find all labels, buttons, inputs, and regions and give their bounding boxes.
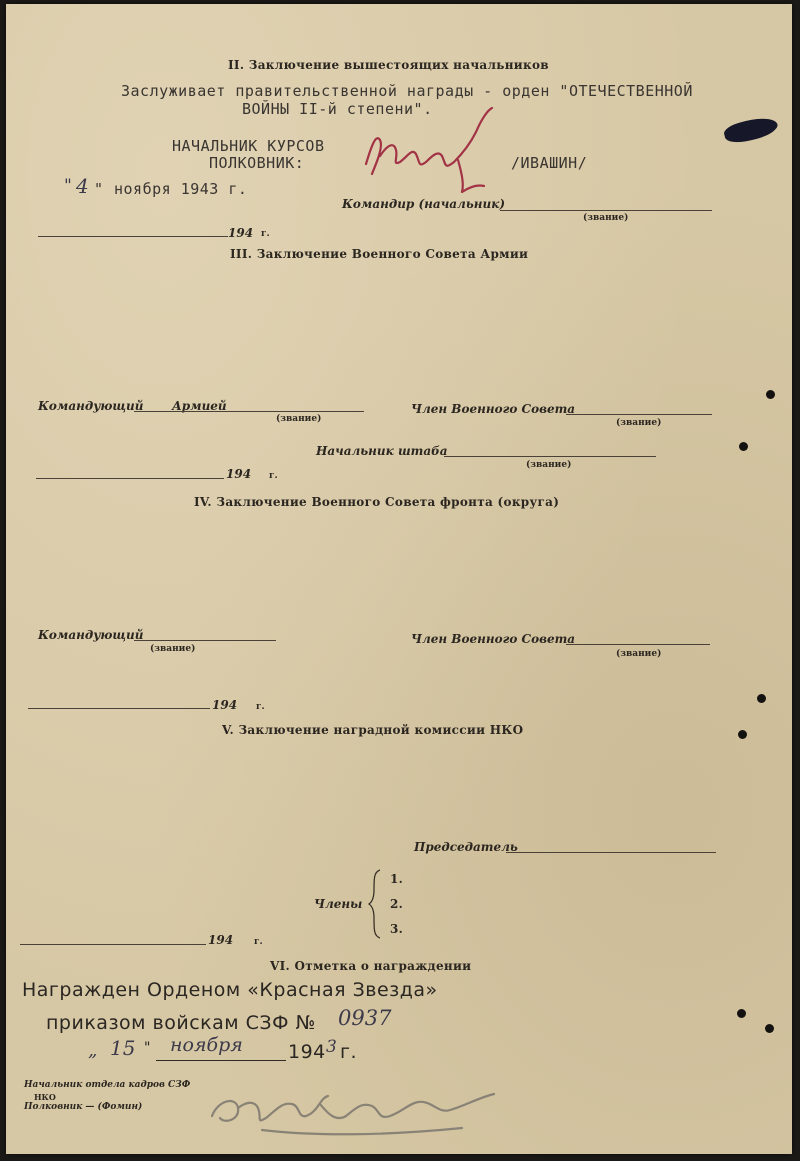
- section2-rank-label: (звание): [583, 213, 629, 223]
- section4-date-line: [28, 708, 210, 709]
- section3-chief-of-staff-label: Начальник штаба: [316, 444, 448, 458]
- section6-stamp-line1: Начальник отдела кадров СЗФ: [24, 1080, 191, 1090]
- section5-member-3: 3.: [390, 922, 404, 936]
- binding-hole: [765, 1024, 774, 1033]
- section4-rank-label-2: (звание): [616, 649, 662, 659]
- section3-blank-date: 194: [226, 467, 252, 481]
- section4-heading: IV. Заключение Военного Совета фронта (округа): [194, 495, 560, 509]
- signature-red-ink: [358, 104, 508, 196]
- section6-order-prefix: приказом войскам СЗФ №: [46, 1012, 316, 1034]
- section3-rank-label-2: (звание): [616, 418, 662, 428]
- section5-blank-date: 194: [208, 933, 234, 947]
- section2-commander-line: [500, 210, 712, 211]
- section3-rank-label-3: (звание): [526, 460, 572, 470]
- section6-date-open-quote: „: [88, 1040, 98, 1061]
- section3-commander-label: Командующий: [38, 399, 144, 413]
- section2-date-open-quote: ": [64, 176, 72, 196]
- section6-month-line: [156, 1060, 286, 1061]
- section6-stamp-line2: НКО: [34, 1092, 56, 1102]
- signature-pencil: [202, 1074, 502, 1150]
- section4-blank-date: 194: [212, 698, 238, 712]
- section2-signer: /ИВАШИН/: [511, 154, 588, 172]
- section4-council-member-label: Член Военного Совета: [411, 632, 576, 646]
- binding-hole: [757, 694, 766, 703]
- section6-date-day: 15: [110, 1036, 136, 1060]
- section6-award-line: Награжден Орденом «Красная Звезда»: [22, 979, 438, 1001]
- award-document-page: [6, 4, 792, 1154]
- section3-council-member-line: [566, 414, 712, 415]
- binding-hole: [737, 1009, 746, 1018]
- section3-chief-of-staff-line: [444, 456, 656, 457]
- section5-member-1: 1.: [390, 872, 404, 886]
- section3-year-suffix: г.: [269, 471, 278, 481]
- binding-hole: [739, 442, 748, 451]
- section2-position-line1: НАЧАЛЬНИК КУРСОВ: [172, 137, 325, 155]
- section4-council-member-line: [566, 644, 710, 645]
- section6-year-suffix: г.: [340, 1041, 358, 1063]
- section6-date-month: ноября: [170, 1034, 243, 1056]
- section5-date-line: [20, 944, 206, 945]
- section2-text-line2: ВОЙНЫ II-й степени".: [242, 100, 433, 118]
- section6-heading: VI. Отметка о награждении: [270, 959, 472, 973]
- section5-members-brace: [368, 868, 384, 940]
- section4-rank-label-1: (звание): [150, 644, 196, 654]
- section4-year-suffix: г.: [256, 702, 265, 712]
- section3-heading: III. Заключение Военного Совета Армии: [230, 247, 529, 261]
- binding-hole: [738, 730, 747, 739]
- section2-text-line1: Заслуживает правительственной награды - орден "ОТЕЧЕСТВЕННОЙ: [121, 82, 693, 100]
- section3-commander-line: [134, 411, 364, 412]
- section6-stamp-line3: Полковник — (Фомин): [24, 1102, 143, 1112]
- section2-position-line2: ПОЛКОВНИК:: [209, 154, 305, 172]
- section5-year-suffix: г.: [254, 937, 263, 947]
- section4-commander-label: Командующий: [38, 628, 144, 642]
- section6-order-number: 0937: [338, 1006, 392, 1030]
- ink-blot: [722, 114, 779, 146]
- section6-date-year-prefix: 194: [288, 1041, 326, 1063]
- binding-hole: [766, 390, 775, 399]
- section3-rank-label-1: (звание): [276, 414, 322, 424]
- section2-date-close-quote: ": [94, 180, 104, 198]
- section5-members-label: Члены: [314, 897, 363, 911]
- section6-date-year-digit: 3: [326, 1037, 337, 1057]
- section2-date-day: 4: [76, 174, 89, 198]
- section5-chairman-label: Председатель: [414, 840, 518, 854]
- section3-council-member-label: Член Военного Совета: [411, 402, 576, 416]
- section3-army-label: Армией: [172, 399, 227, 413]
- section2-blank-date: 194: [228, 226, 254, 240]
- section2-commander-label: Командир (начальник): [342, 197, 506, 211]
- section5-member-2: 2.: [390, 897, 404, 911]
- section2-year-suffix: г.: [261, 229, 270, 239]
- section4-commander-line: [134, 640, 276, 641]
- section2-heading: II. Заключение вышестоящих начальников: [228, 58, 549, 72]
- section2-date-line: [38, 236, 228, 237]
- section6-date-close-quote: ": [144, 1040, 151, 1056]
- section3-date-line: [36, 478, 224, 479]
- section2-date-rest: ноября 1943 г.: [114, 180, 248, 198]
- section5-heading: V. Заключение наградной комиссии НКО: [222, 723, 524, 737]
- section5-chairman-line: [506, 852, 716, 853]
